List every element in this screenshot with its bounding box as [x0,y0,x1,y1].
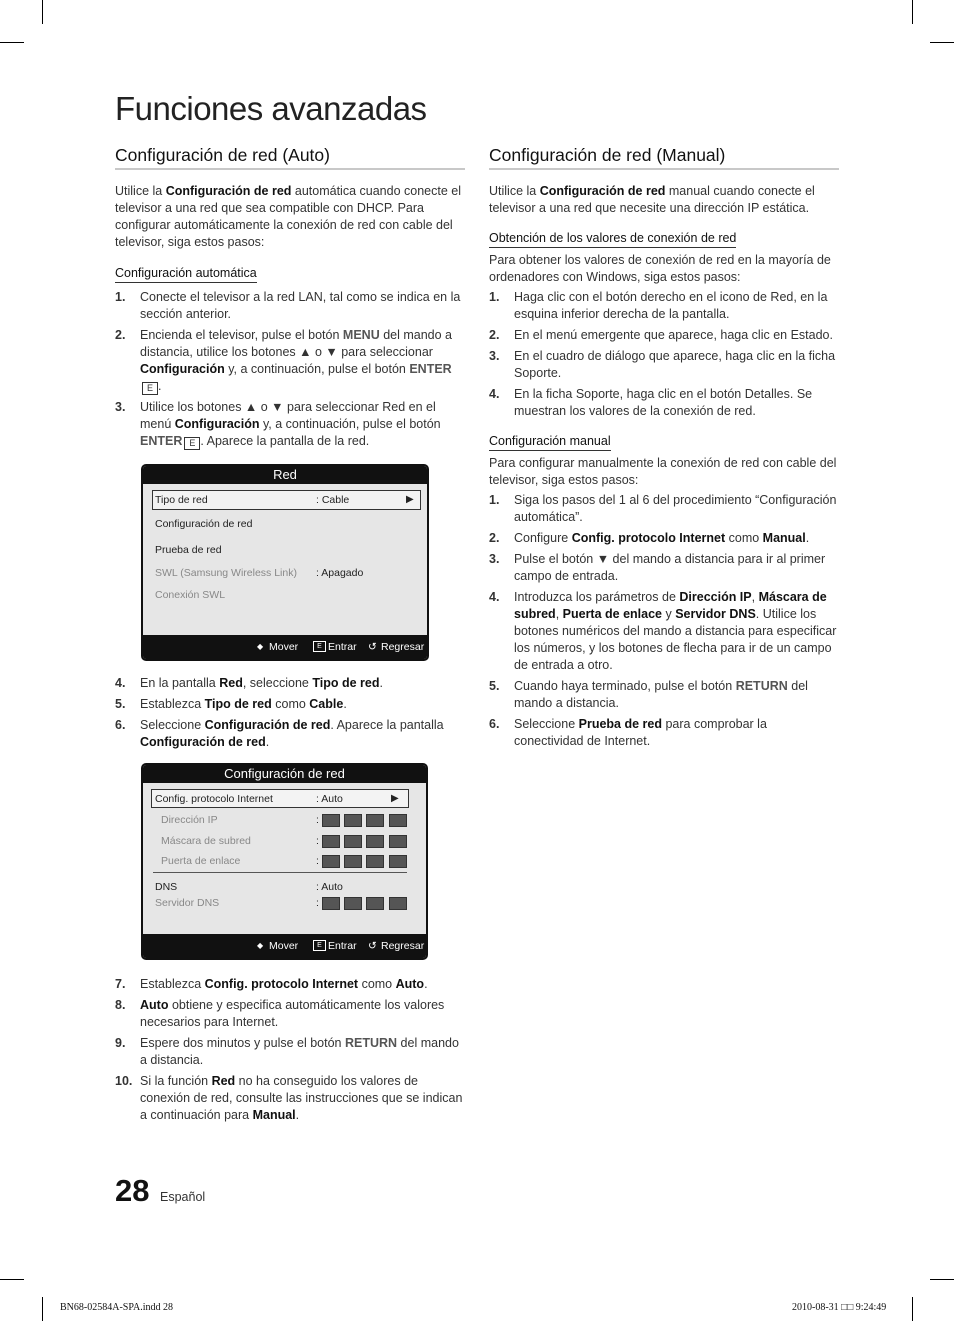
sub2-intro: Para configurar manualmente la conexión de red con cable del televisor, siga estos pasos: [489,456,837,487]
text-run: Establezca [140,977,205,991]
text-run: . Aparece la pantalla [330,718,444,732]
gateway-octet-box[interactable] [344,855,362,868]
gateway-octet-box[interactable] [322,855,340,868]
text-run: Haga clic con el botón derecho en el icono de Red, en la esquina inferior derecha de la pantalla. [514,290,828,321]
text-run: para comprobar la conectividad de Internet. [514,717,767,748]
help-return: Regresar [381,641,425,653]
list-item [489,530,839,547]
sub1-intro: Para obtener los valores de conexión de red en la mayoría de ordenadores con Windows, siga estos pasos: [489,253,831,284]
ip-octet-box[interactable] [344,814,362,827]
step-number: 4. [115,676,126,690]
text-run: . [424,977,428,991]
text-run: . [265,735,270,749]
field-mascara-subred: Máscara de subred [161,835,251,847]
steps-list [115,976,465,1124]
step-number: 5. [489,679,500,693]
section-heading-auto: Configuración de red (Auto) [115,145,465,170]
list-item [115,997,465,1031]
mask-octet-box[interactable] [366,835,384,848]
mask-octet-box[interactable] [389,835,407,848]
text-run: Si la función [140,1074,212,1088]
step-number: 2. [489,531,500,545]
bold-term: Configuración [140,362,225,376]
step-number: 3. [115,400,126,414]
step-number: 6. [489,717,500,731]
steps-list [115,675,465,751]
screen-help-bar [143,635,427,659]
divider [153,872,407,873]
bold-term: Tipo de red [312,676,380,690]
bold-term: Manual [762,531,806,545]
step-number: 2. [489,328,500,342]
network-screen [141,464,429,661]
crop-mark [912,1297,913,1321]
right-column [489,145,839,754]
step-number: 1. [489,493,500,507]
dns-octet-box[interactable] [366,897,384,910]
crop-mark [0,42,24,43]
bold-term: Configuración de red [140,735,266,749]
enter-icon: E [313,641,326,652]
text-run: del mando a distancia, utilice los botones ▲ o ▼ para seleccionar [140,328,453,359]
dns-colon: : [316,897,319,909]
network-config-screen [141,763,428,960]
bold-term: Tipo de red [204,697,272,711]
text-run: . [343,697,347,711]
text-run: Pulse el botón ▼ del mando a distancia para ir al primer campo de entrada. [514,552,826,583]
crop-mark [42,0,43,24]
text-run: Seleccione [514,717,579,731]
list-item [489,348,839,382]
dns-octet-box[interactable] [389,897,407,910]
move-icon: ◆ [257,642,264,651]
slug-file: BN68-02584A-SPA.indd 28 [60,1302,173,1313]
text-run: y [662,607,676,621]
gateway-octet-box[interactable] [389,855,407,868]
menu-item-tipo-de-red[interactable]: Tipo de red [155,494,208,506]
list-item [489,386,839,420]
text-run: y, a continuación, pulse el botón [224,362,410,376]
list-item [115,289,465,323]
gateway-octet-box[interactable] [366,855,384,868]
field-direccion-ip: Dirección IP [161,814,218,826]
page-title: Funciones avanzadas [115,90,427,127]
text-run: , [555,607,563,621]
text-run: Utilice los botones ▲ o ▼ para seleccionar Red en el menú [140,400,436,431]
list-item [489,716,839,750]
text-run: no ha conseguido los valores de conexión de red, consulte las instrucciones que se indican a continuación para [140,1074,463,1122]
arrow-right-icon: ▶ [391,793,399,804]
menu-item-config-protocolo[interactable]: Config. protocolo Internet [155,793,273,805]
step-number: 5. [115,697,126,711]
enter-icon: E [313,940,326,951]
bold-term: Puerta de enlace [562,607,662,621]
text-run: En el menú emergente que aparece, haga clic en Estado. [514,328,833,342]
dns-octet-box[interactable] [344,897,362,910]
step-number: 4. [489,590,500,604]
enter-icon: E [142,382,158,395]
text-run: . [158,379,162,393]
text-run: del mando a distancia. [140,1036,459,1067]
ip-colon: : [316,814,319,826]
crop-mark [0,1279,24,1280]
mask-octet-box[interactable] [344,835,362,848]
text-run: Encienda el televisor, pulse el botón [140,328,343,342]
field-puerta-enlace: Puerta de enlace [161,855,241,867]
menu-item-swl: SWL (Samsung Wireless Link) [155,567,297,579]
help-enter: Entrar [328,641,357,653]
key-name: MENU [342,328,380,342]
help-move: Mover [269,940,299,952]
bold-term: Máscara de subred [514,590,827,621]
text-run: . [295,1108,300,1122]
list-item [115,717,465,751]
step-number: 6. [115,718,126,732]
bold-term: Cable [309,697,344,711]
text-run: manual cuando conecte el televisor a una red que necesite una dirección IP estática. [489,184,815,215]
section-heading-manual: Configuración de red (Manual) [489,145,839,170]
subheading-auto-config: Configuración automática [115,265,257,283]
text-run: como [358,977,396,991]
bold-term: Config. protocolo Internet [204,977,359,991]
dns-octet-box[interactable] [322,897,340,910]
list-item [115,1073,465,1124]
dns-value: : Auto [316,881,343,893]
steps-list [489,492,839,750]
bold-term: Red [211,1074,236,1088]
text-run: . [379,676,383,690]
ip-octet-box[interactable] [366,814,384,827]
field-servidor-dns: Servidor DNS [155,897,220,909]
menu-item-config-red[interactable]: Configuración de red [155,518,253,530]
step-number: 1. [115,290,126,304]
bold-term: Configuración [174,417,260,431]
bold-term: Red [219,676,243,690]
step-number: 4. [489,387,500,401]
gateway-colon: : [316,855,319,867]
mask-colon: : [316,835,319,847]
list-item [489,678,839,712]
help-enter: Entrar [328,940,357,952]
tipo-de-red-value: : Cable [316,494,350,506]
intro-paragraph [115,183,465,251]
text-run: Introduzca los parámetros de [514,590,680,604]
page-number: 28 [115,1173,150,1208]
steps-list [115,289,465,450]
key-name: ENTER [140,434,183,448]
text-run: obtiene y especifica automáticamente los valores necesarios para Internet. [140,998,445,1029]
subheading-manual-config: Configuración manual [489,433,611,451]
step-number: 1. [489,290,500,304]
enter-icon: E [184,437,200,450]
bold-term: Servidor DNS [675,607,756,621]
step-number: 10. [115,1074,133,1088]
step-number: 9. [115,1036,126,1050]
slug-date: 2010-08-31 □□ 9:24:49 [792,1302,887,1313]
help-move: Mover [269,641,299,653]
bold-term: Manual [252,1108,296,1122]
screen-help-bar [143,934,426,958]
text-run: Establezca [140,697,205,711]
help-return: Regresar [381,940,425,952]
list-item [489,551,839,585]
footer-language: Español [160,1190,206,1204]
bold-term: Auto [140,998,169,1012]
step-number: 3. [489,349,500,363]
steps-list [489,289,839,420]
ip-octet-box[interactable] [389,814,407,827]
menu-item-dns[interactable]: DNS [155,881,178,893]
ip-octet-box[interactable] [322,814,340,827]
subheading-obtain-values: Obtención de los valores de conexión de red [489,230,736,248]
list-item [115,675,465,692]
text-run: Configure [514,531,572,545]
list-item [115,976,465,993]
key-name: RETURN [735,679,788,693]
bold-term: Configuración de red [204,718,331,732]
key-name: RETURN [344,1036,398,1050]
list-item [115,399,465,450]
list-item [115,1035,465,1069]
screen-title: Red [143,466,427,484]
text-run: En el cuadro de diálogo que aparece, haga clic en la ficha Soporte. [514,349,836,380]
step-number: 2. [115,328,126,342]
key-name: ENTER [409,362,452,376]
crop-mark [912,0,913,24]
text-run: Espere dos minutos y pulse el botón [140,1036,345,1050]
text-run: automática cuando conecte el televisor a una red que sea compatible con DHCP. Para configurar automáticamente la conexión de red con cable del televisor, siga estos pasos: [115,184,461,249]
text-run: Utilice la [115,184,166,198]
text-run: Conecte el televisor a la red LAN, tal como se indica en la sección anterior. [140,290,461,321]
return-icon: ↺ [368,641,377,653]
text-run: como [725,531,763,545]
bold-term: Auto [395,977,425,991]
intro-paragraph [489,183,839,217]
list-item [489,589,839,674]
text-run: . [805,531,810,545]
text-run: y, a continuación, pulse el botón [259,417,441,431]
text-run: , seleccione [242,676,313,690]
text-run: Seleccione [140,718,205,732]
list-item [489,327,839,344]
bold-term: Prueba de red [578,717,662,731]
return-icon: ↺ [368,940,377,952]
screen-title: Configuración de red [143,765,426,783]
crop-mark [930,1279,954,1280]
crop-mark [42,1297,43,1321]
text-run: Siga los pasos del 1 al 6 del procedimiento “Configuración automática”. [514,493,837,524]
arrow-right-icon: ▶ [406,494,414,505]
text-run: , [751,590,759,604]
move-icon: ◆ [257,941,264,950]
text-run: como [271,697,310,711]
mask-octet-box[interactable] [322,835,340,848]
text-run: Cuando haya terminado, pulse el botón [514,679,736,693]
text-run: del mando a distancia. [514,679,808,710]
text-run: En la pantalla [140,676,220,690]
step-number: 3. [489,552,500,566]
list-item [115,327,465,395]
left-column [115,145,465,1128]
swl-value: : Apagado [316,567,364,579]
step-number: 7. [115,977,126,991]
text-run: En la ficha Soporte, haga clic en el botón Detalles. Se muestran los valores de la conexión de red. [514,387,813,418]
list-item [115,696,465,713]
text-run: . Aparece la pantalla de la red. [200,434,370,448]
crop-mark [930,42,954,43]
menu-item-prueba-red[interactable]: Prueba de red [155,544,222,556]
step-number: 8. [115,998,126,1012]
bold-term: Dirección IP [679,590,752,604]
text-run: . Utilice los botones numéricos del mando a distancia para especificar los números, y los botones de flecha para ir de un campo de entrada a otro. [514,607,837,672]
bold-term: Config. protocolo Internet [571,531,726,545]
list-item [489,289,839,323]
protocolo-value: : Auto [316,793,343,805]
text-run: Utilice la [489,184,540,198]
menu-item-conexion-swl: Conexión SWL [155,589,226,601]
bold-term: Configuración de red [165,184,292,198]
bold-term: Configuración de red [539,184,666,198]
list-item [489,492,839,526]
